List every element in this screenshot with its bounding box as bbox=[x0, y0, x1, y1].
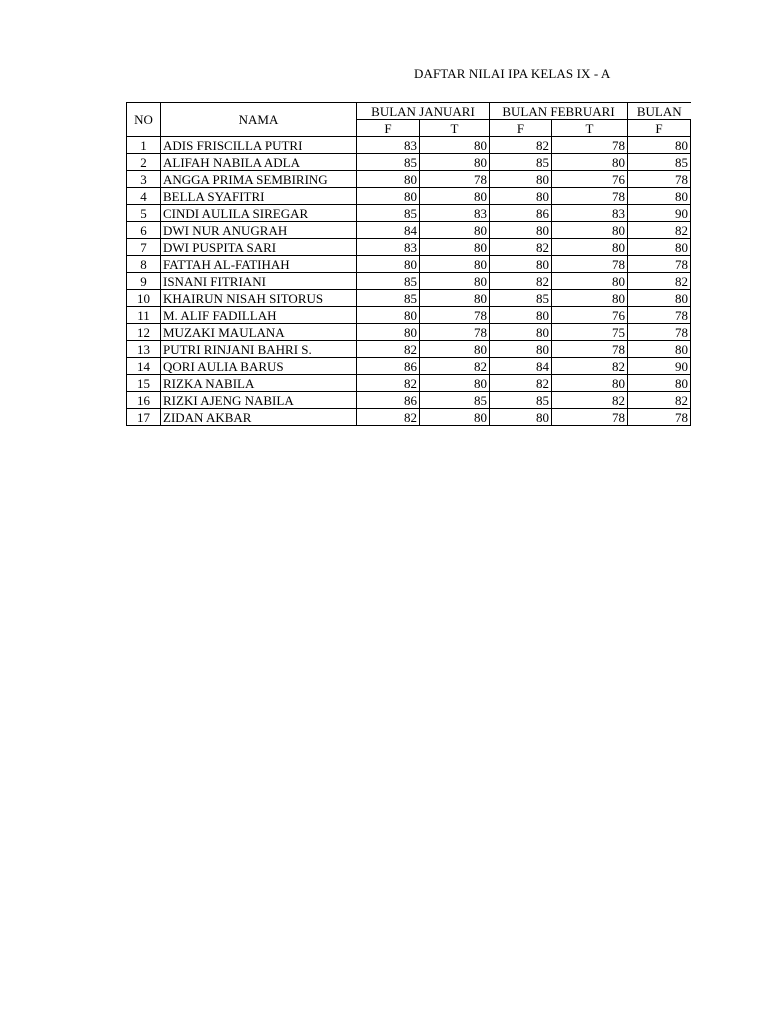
student-name: ALIFAH NABILA ADLA bbox=[161, 154, 357, 171]
score-jan-f: 82 bbox=[357, 375, 420, 392]
score-jan-t: 80 bbox=[420, 409, 490, 426]
score-next-f: 80 bbox=[628, 341, 691, 358]
table-row bbox=[127, 273, 691, 290]
score-feb-f: 82 bbox=[490, 273, 552, 290]
score-jan-t: 80 bbox=[420, 375, 490, 392]
score-feb-f: 80 bbox=[490, 256, 552, 273]
score-jan-t: 80 bbox=[420, 154, 490, 171]
score-jan-t: 78 bbox=[420, 171, 490, 188]
score-next-f: 80 bbox=[628, 375, 691, 392]
score-feb-f: 80 bbox=[490, 307, 552, 324]
score-feb-t: 75 bbox=[552, 324, 628, 341]
student-name: PUTRI RINJANI BAHRI S. bbox=[161, 341, 357, 358]
score-jan-t: 78 bbox=[420, 307, 490, 324]
score-jan-f: 84 bbox=[357, 222, 420, 239]
table-row bbox=[127, 341, 691, 358]
score-jan-t: 78 bbox=[420, 324, 490, 341]
column-header-nama: NAMA bbox=[161, 103, 357, 137]
column-header-next-f: F bbox=[628, 120, 691, 137]
score-jan-t: 85 bbox=[420, 392, 490, 409]
score-jan-f: 85 bbox=[357, 205, 420, 222]
column-header-jan-t: T bbox=[420, 120, 490, 137]
score-next-f: 85 bbox=[628, 154, 691, 171]
score-jan-t: 80 bbox=[420, 256, 490, 273]
score-jan-t: 80 bbox=[420, 341, 490, 358]
score-feb-t: 82 bbox=[552, 392, 628, 409]
row-number: 12 bbox=[127, 324, 161, 341]
score-next-f: 78 bbox=[628, 409, 691, 426]
table-row bbox=[127, 154, 691, 171]
score-feb-t: 78 bbox=[552, 341, 628, 358]
student-name: RIZKA NABILA bbox=[161, 375, 357, 392]
score-feb-f: 80 bbox=[490, 324, 552, 341]
score-next-f: 82 bbox=[628, 392, 691, 409]
score-feb-t: 80 bbox=[552, 222, 628, 239]
score-feb-f: 85 bbox=[490, 392, 552, 409]
score-feb-f: 80 bbox=[490, 188, 552, 205]
score-jan-f: 85 bbox=[357, 273, 420, 290]
score-feb-t: 80 bbox=[552, 154, 628, 171]
score-next-f: 80 bbox=[628, 239, 691, 256]
score-jan-f: 80 bbox=[357, 307, 420, 324]
table-row bbox=[127, 205, 691, 222]
row-number: 9 bbox=[127, 273, 161, 290]
score-next-f: 80 bbox=[628, 137, 691, 154]
score-feb-f: 84 bbox=[490, 358, 552, 375]
score-jan-t: 80 bbox=[420, 239, 490, 256]
score-feb-f: 85 bbox=[490, 290, 552, 307]
header-row-months bbox=[127, 103, 691, 120]
score-jan-f: 86 bbox=[357, 358, 420, 375]
table-row bbox=[127, 290, 691, 307]
score-feb-t: 80 bbox=[552, 375, 628, 392]
score-jan-t: 80 bbox=[420, 188, 490, 205]
score-jan-f: 80 bbox=[357, 188, 420, 205]
score-next-f: 90 bbox=[628, 358, 691, 375]
row-number: 6 bbox=[127, 222, 161, 239]
score-jan-f: 82 bbox=[357, 409, 420, 426]
score-jan-f: 83 bbox=[357, 137, 420, 154]
score-feb-t: 78 bbox=[552, 256, 628, 273]
row-number: 3 bbox=[127, 171, 161, 188]
student-name: FATTAH AL-FATIHAH bbox=[161, 256, 357, 273]
row-number: 11 bbox=[127, 307, 161, 324]
student-name: CINDI AULILA SIREGAR bbox=[161, 205, 357, 222]
score-jan-f: 82 bbox=[357, 341, 420, 358]
row-number: 7 bbox=[127, 239, 161, 256]
student-name: DWI NUR ANUGRAH bbox=[161, 222, 357, 239]
score-jan-t: 80 bbox=[420, 273, 490, 290]
table-header bbox=[127, 103, 691, 137]
student-name: ISNANI FITRIANI bbox=[161, 273, 357, 290]
score-feb-f: 80 bbox=[490, 222, 552, 239]
student-name: M. ALIF FADILLAH bbox=[161, 307, 357, 324]
row-number: 4 bbox=[127, 188, 161, 205]
student-name: BELLA SYAFITRI bbox=[161, 188, 357, 205]
score-jan-f: 85 bbox=[357, 154, 420, 171]
score-jan-t: 83 bbox=[420, 205, 490, 222]
page-title: DAFTAR NILAI IPA KELAS IX - A bbox=[414, 66, 611, 81]
grades-table bbox=[126, 102, 691, 426]
table-row bbox=[127, 375, 691, 392]
score-feb-f: 80 bbox=[490, 171, 552, 188]
table-row bbox=[127, 171, 691, 188]
row-number: 5 bbox=[127, 205, 161, 222]
table-row bbox=[127, 324, 691, 341]
table-row bbox=[127, 239, 691, 256]
score-feb-t: 76 bbox=[552, 307, 628, 324]
table-body bbox=[127, 137, 691, 426]
score-feb-t: 80 bbox=[552, 273, 628, 290]
score-jan-t: 80 bbox=[420, 222, 490, 239]
score-feb-t: 80 bbox=[552, 239, 628, 256]
score-jan-f: 80 bbox=[357, 256, 420, 273]
student-name: ANGGA PRIMA SEMBIRING bbox=[161, 171, 357, 188]
student-name: RIZKI AJENG NABILA bbox=[161, 392, 357, 409]
score-jan-f: 83 bbox=[357, 239, 420, 256]
student-name: KHAIRUN NISAH SITORUS bbox=[161, 290, 357, 307]
score-feb-t: 78 bbox=[552, 409, 628, 426]
table-row bbox=[127, 222, 691, 239]
column-header-month-next: BULAN bbox=[628, 103, 691, 120]
column-header-no: NO bbox=[127, 103, 161, 137]
table-row bbox=[127, 137, 691, 154]
score-feb-t: 80 bbox=[552, 290, 628, 307]
column-header-month-january: BULAN JANUARI bbox=[357, 103, 490, 120]
score-feb-f: 85 bbox=[490, 154, 552, 171]
column-header-month-february: BULAN FEBRUARI bbox=[490, 103, 628, 120]
score-jan-t: 82 bbox=[420, 358, 490, 375]
table-row bbox=[127, 256, 691, 273]
score-next-f: 90 bbox=[628, 205, 691, 222]
score-next-f: 78 bbox=[628, 171, 691, 188]
score-feb-f: 80 bbox=[490, 341, 552, 358]
row-number: 17 bbox=[127, 409, 161, 426]
score-feb-t: 83 bbox=[552, 205, 628, 222]
row-number: 2 bbox=[127, 154, 161, 171]
column-header-jan-f: F bbox=[357, 120, 420, 137]
score-jan-t: 80 bbox=[420, 290, 490, 307]
score-feb-t: 78 bbox=[552, 137, 628, 154]
table-row bbox=[127, 188, 691, 205]
row-number: 16 bbox=[127, 392, 161, 409]
score-jan-f: 80 bbox=[357, 324, 420, 341]
column-header-feb-t: T bbox=[552, 120, 628, 137]
score-next-f: 80 bbox=[628, 188, 691, 205]
score-feb-f: 82 bbox=[490, 375, 552, 392]
score-next-f: 78 bbox=[628, 324, 691, 341]
score-jan-t: 80 bbox=[420, 137, 490, 154]
table-row bbox=[127, 409, 691, 426]
score-feb-f: 86 bbox=[490, 205, 552, 222]
column-header-feb-f: F bbox=[490, 120, 552, 137]
row-number: 1 bbox=[127, 137, 161, 154]
score-jan-f: 80 bbox=[357, 171, 420, 188]
table-row bbox=[127, 307, 691, 324]
score-jan-f: 85 bbox=[357, 290, 420, 307]
score-next-f: 78 bbox=[628, 256, 691, 273]
score-next-f: 80 bbox=[628, 290, 691, 307]
table-row bbox=[127, 392, 691, 409]
score-next-f: 82 bbox=[628, 222, 691, 239]
student-name: QORI AULIA BARUS bbox=[161, 358, 357, 375]
student-name: MUZAKI MAULANA bbox=[161, 324, 357, 341]
row-number: 10 bbox=[127, 290, 161, 307]
score-next-f: 82 bbox=[628, 273, 691, 290]
student-name: ZIDAN AKBAR bbox=[161, 409, 357, 426]
student-name: ADIS FRISCILLA PUTRI bbox=[161, 137, 357, 154]
row-number: 13 bbox=[127, 341, 161, 358]
score-feb-f: 82 bbox=[490, 239, 552, 256]
row-number: 8 bbox=[127, 256, 161, 273]
score-feb-t: 76 bbox=[552, 171, 628, 188]
score-feb-f: 80 bbox=[490, 409, 552, 426]
score-feb-t: 82 bbox=[552, 358, 628, 375]
score-jan-f: 86 bbox=[357, 392, 420, 409]
row-number: 15 bbox=[127, 375, 161, 392]
student-name: DWI PUSPITA SARI bbox=[161, 239, 357, 256]
score-feb-t: 78 bbox=[552, 188, 628, 205]
row-number: 14 bbox=[127, 358, 161, 375]
table-row bbox=[127, 358, 691, 375]
score-feb-f: 82 bbox=[490, 137, 552, 154]
score-next-f: 78 bbox=[628, 307, 691, 324]
